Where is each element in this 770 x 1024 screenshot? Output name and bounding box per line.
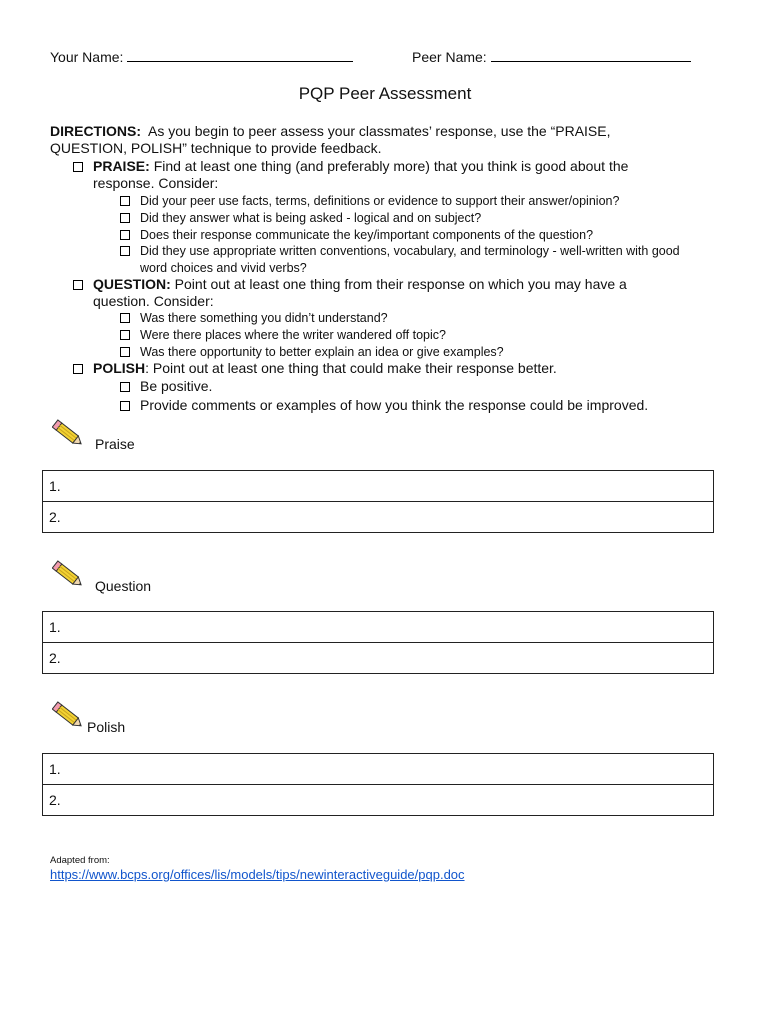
directions-label: DIRECTIONS:	[50, 123, 141, 139]
your-name-line[interactable]	[127, 47, 353, 62]
peer-name-label: Peer Name:	[412, 49, 487, 65]
list-item: Was there opportunity to better explain an idea or give examples?	[120, 344, 710, 361]
praise-item-label: PRAISE:	[93, 158, 150, 174]
pencil-icon	[52, 558, 86, 592]
source-link[interactable]: https://www.bcps.org/offices/lis/models/tips/newinteractiveguide/pqp.doc	[50, 867, 465, 882]
checkbox[interactable]	[120, 213, 130, 223]
adapted-from-label: Adapted from:	[50, 855, 110, 866]
praise-sub-list	[120, 193, 710, 277]
question-item-text: Point out at least one thing from their response on which you may have a question. Consider:	[93, 276, 627, 309]
question-item-label: QUESTION:	[93, 276, 171, 292]
question-item	[73, 276, 683, 310]
polish-row-2[interactable]: 2.	[49, 792, 61, 808]
checkbox-question[interactable]	[73, 280, 83, 290]
praise-row-1[interactable]: 1.	[43, 471, 713, 502]
question-row-1[interactable]: 1.	[43, 612, 713, 643]
checkbox-praise[interactable]	[73, 162, 83, 172]
praise-item	[73, 158, 683, 192]
peer-name-field[interactable]	[412, 47, 691, 65]
list-item: Were there places where the writer wandered off topic?	[120, 327, 710, 344]
question-section-label: Question	[95, 578, 152, 594]
list-item: Did they answer what is being asked - logical and on subject?	[120, 210, 710, 227]
pencil-icon	[52, 699, 86, 733]
your-name-field[interactable]	[50, 47, 353, 65]
list-item: Was there something you didn’t understand?	[120, 310, 710, 327]
checkbox[interactable]	[120, 330, 130, 340]
directions-text: As you begin to peer assess your classmates’ response, use the “PRAISE, QUESTION, POLISH” technique to provide feedback.	[50, 123, 611, 156]
list-item: Provide comments or examples of how you think the response could be improved.	[120, 397, 710, 414]
checkbox[interactable]	[120, 401, 130, 411]
polish-item-text: : Point out at least one thing that could make their response better.	[145, 360, 557, 376]
checkbox[interactable]	[120, 246, 130, 256]
question-sub-list	[120, 310, 710, 360]
praise-section-label: Praise	[95, 436, 135, 452]
polish-row-1[interactable]: 1.	[43, 754, 713, 785]
checkbox[interactable]	[120, 230, 130, 240]
praise-row-2[interactable]: 2.	[49, 509, 61, 525]
directions	[50, 123, 690, 157]
praise-item-text: Find at least one thing (and preferably more) that you think is good about the response. Consider:	[93, 158, 629, 191]
checkbox[interactable]	[120, 382, 130, 392]
praise-box	[42, 470, 714, 533]
page-title: PQP Peer Assessment	[298, 84, 472, 103]
checkbox-polish[interactable]	[73, 364, 83, 374]
polish-item-label: POLISH	[93, 360, 146, 376]
peer-name-line[interactable]	[491, 47, 691, 62]
pencil-icon	[52, 417, 86, 451]
list-item: Does their response communicate the key/important components of the question?	[120, 227, 710, 244]
polish-item	[73, 360, 693, 377]
question-box	[42, 611, 714, 674]
polish-box	[42, 753, 714, 816]
list-item: Did they use appropriate written conventions, vocabulary, and terminology - well-written with good word choices and vivid verbs?	[120, 243, 710, 277]
list-item: Be positive.	[120, 378, 710, 395]
question-row-2[interactable]: 2.	[49, 650, 61, 666]
checkbox[interactable]	[120, 313, 130, 323]
checkbox[interactable]	[120, 196, 130, 206]
polish-sub-list	[120, 378, 710, 414]
your-name-label: Your Name:	[50, 49, 124, 65]
list-item: Did your peer use facts, terms, definitions or evidence to support their answer/opinion?	[120, 193, 710, 210]
polish-section-label: Polish	[87, 719, 126, 735]
checkbox[interactable]	[120, 347, 130, 357]
